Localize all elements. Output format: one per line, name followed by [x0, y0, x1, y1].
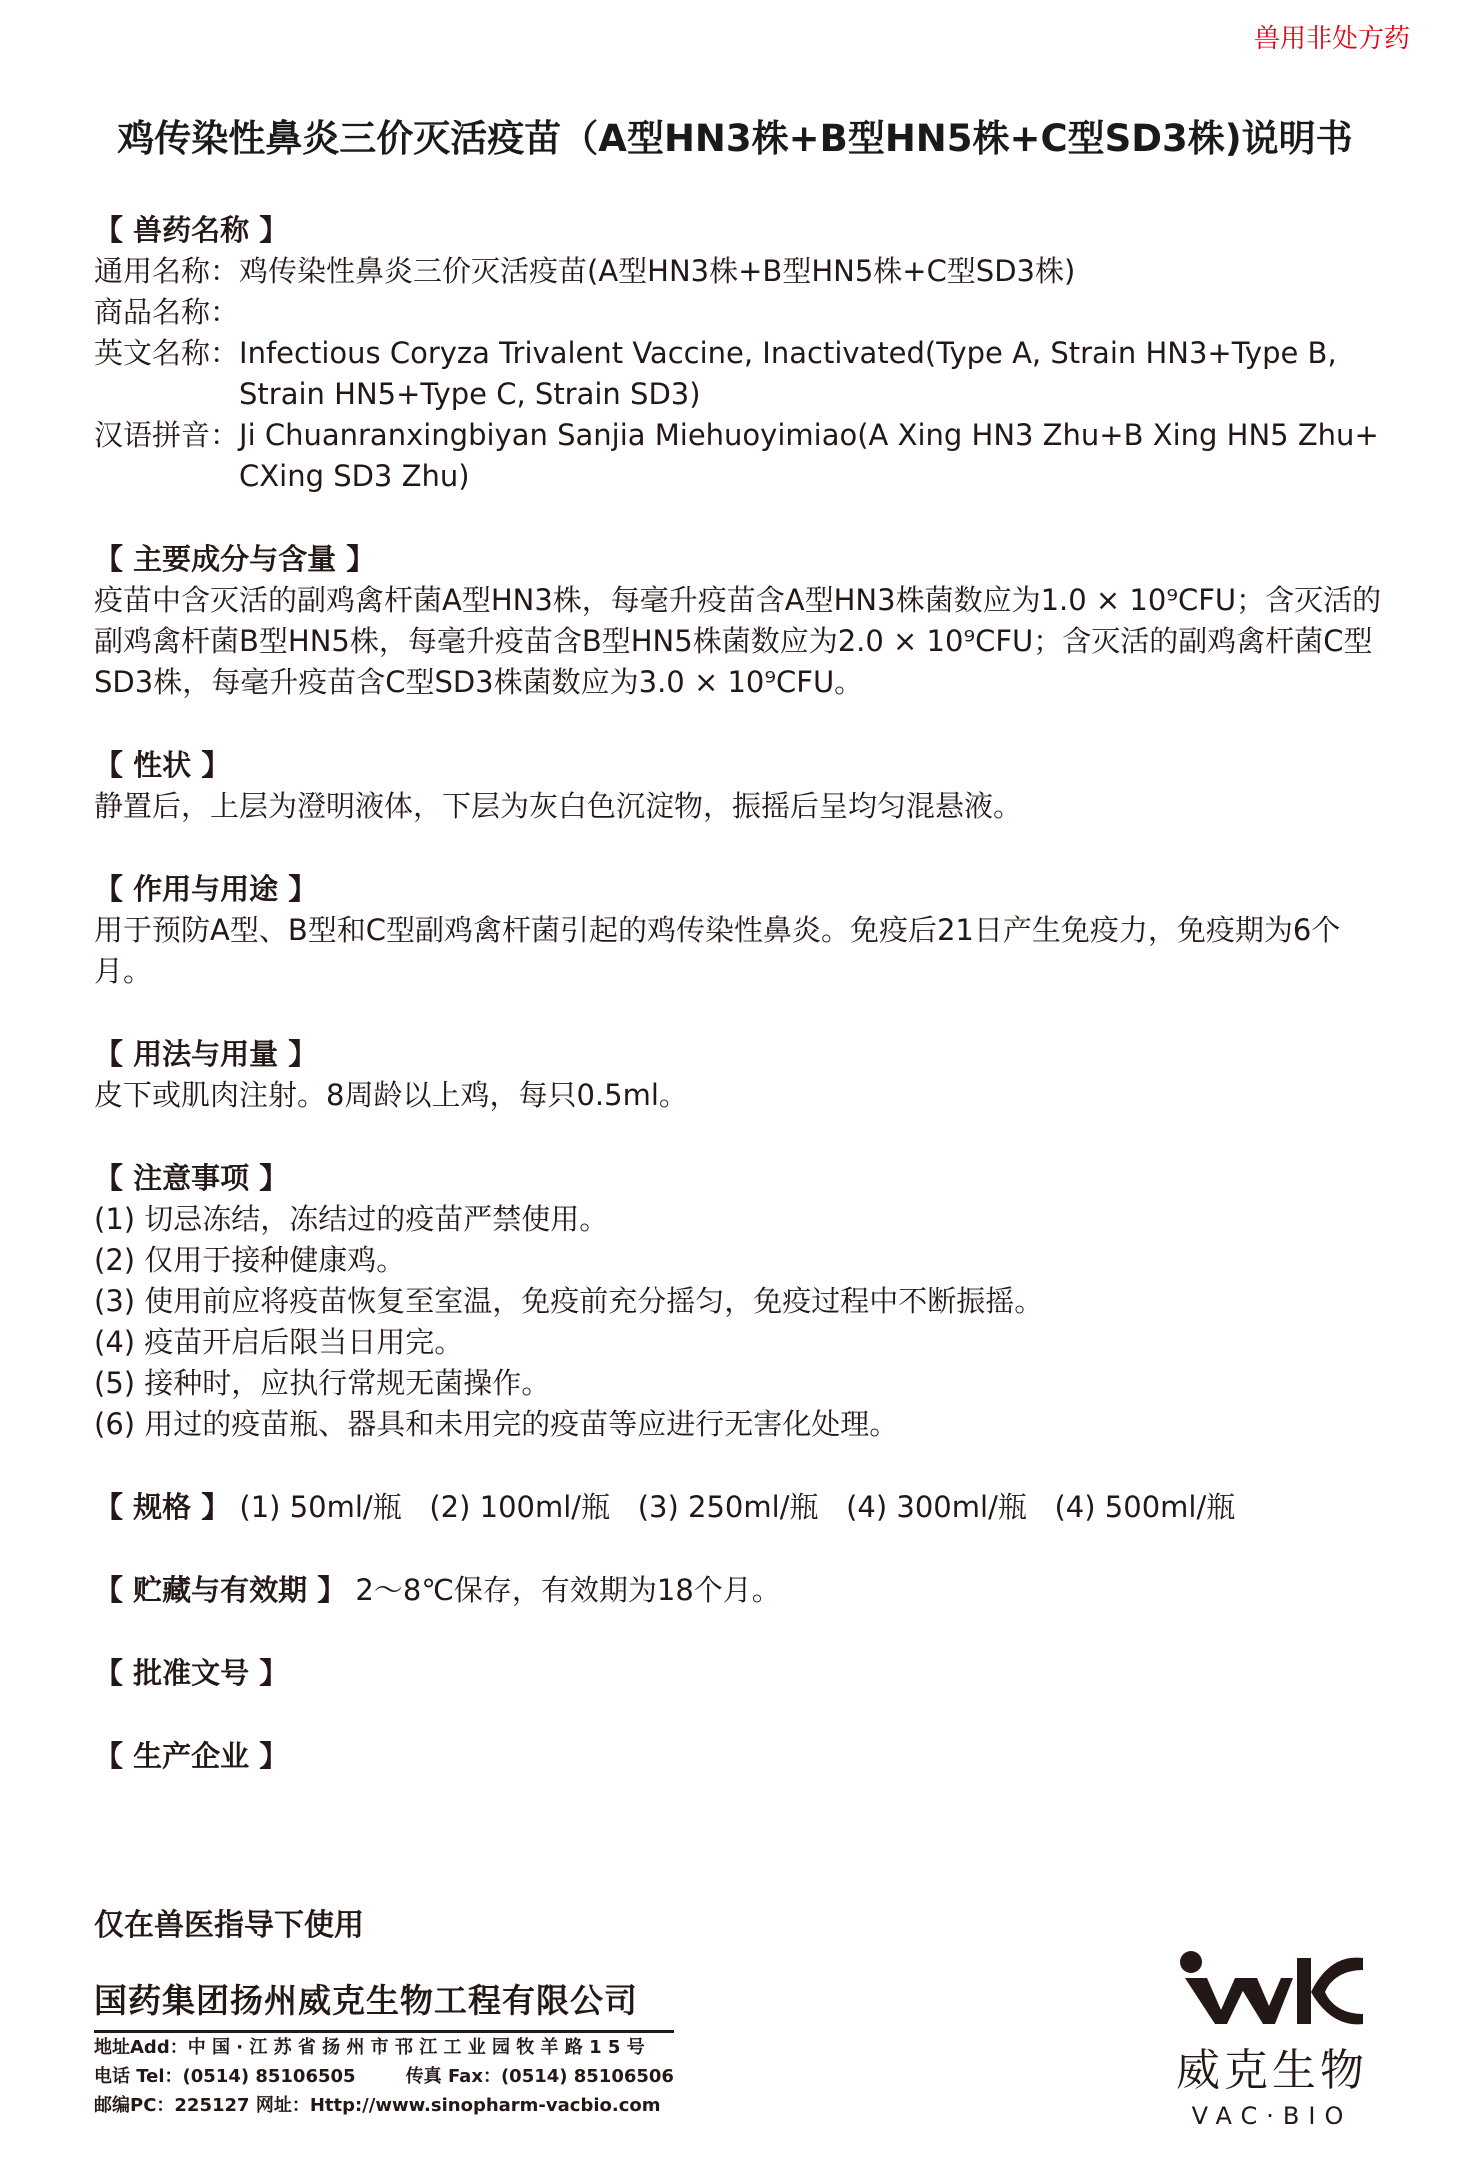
vet-use-note: 仅在兽医指导下使用 — [94, 1908, 364, 1943]
row-trade-name — [94, 292, 1384, 333]
label-english-name: 英文名称： — [94, 336, 240, 370]
heading-appearance: 【 性状 】 — [94, 748, 231, 782]
section-storage — [94, 1570, 1384, 1611]
text-appearance: 静置后，上层为澄明液体，下层为灰白色沉淀物，振摇后呈均匀混悬液。 — [94, 789, 1023, 823]
instructions-body — [94, 210, 1384, 1819]
company-block — [94, 1975, 674, 2120]
heading-dosage: 【 用法与用量 】 — [94, 1037, 318, 1071]
section-indications — [94, 869, 1384, 992]
vacbio-logo-icon — [1177, 1948, 1367, 2028]
logo-chinese-name: 威克生物 — [1176, 2045, 1368, 2096]
heading-manufacturer: 【 生产企业 】 — [94, 1739, 289, 1773]
precaution-item: (2) 仅用于接种健康鸡。 — [94, 1243, 406, 1277]
precaution-item: (4) 疫苗开启后限当日用完。 — [94, 1325, 464, 1359]
brand-logo — [1172, 1948, 1372, 2130]
row-english-name — [94, 333, 1384, 415]
section-precautions — [94, 1158, 1384, 1445]
row-pinyin — [94, 415, 1384, 497]
company-postcode-web: 邮编PC：225127 网址：Http://www.sinopharm-vacbio.com — [94, 2095, 661, 2116]
text-storage: 2～8℃保存，有效期为18个月。 — [355, 1573, 781, 1607]
value-trade-name — [239, 292, 1384, 333]
label-pinyin: 汉语拼音： — [94, 418, 240, 452]
text-indications: 用于预防A型、B型和C型副鸡禽杆菌引起的鸡传染性鼻炎。免疫后21日产生免疫力，免疫期为6个月。 — [94, 913, 1341, 988]
text-dosage: 皮下或肌肉注射。8周龄以上鸡，每只0.5ml。 — [94, 1078, 688, 1112]
text-composition: 疫苗中含灭活的副鸡禽杆菌A型HN3株，每毫升疫苗含A型HN3株菌数应为1.0 × 10⁹CFU；含灭活的副鸡禽杆菌B型HN5株，每毫升疫苗含B型HN5株菌数应为2.0 × 10⁹CFU；含灭活的副鸡禽杆菌C型SD3株，每毫升疫苗含C型SD3株菌数应为3.0 × 10⁹CFU。 — [94, 583, 1382, 699]
document-title: 鸡传染性鼻炎三价灭活疫苗（A型HN3株+B型HN5株+C型SD3株)说明书 — [117, 117, 1353, 160]
spec-line — [94, 1487, 1384, 1528]
section-dosage — [94, 1034, 1384, 1116]
value-english-name: Infectious Coryza Trivalent Vaccine, Inactivated(Type A, Strain HN3+Type B, Strain HN5+Type C, Strain SD3) — [239, 336, 1337, 411]
heading-indications: 【 作用与用途 】 — [94, 872, 318, 906]
value-generic-name: 鸡传染性鼻炎三价灭活疫苗(A型HN3株+B型HN5株+C型SD3株) — [239, 254, 1076, 288]
company-address: 地址Add：中 国 · 江 苏 省 扬 州 市 邗 江 工 业 园 牧 羊 路 1 5 号 — [94, 2037, 645, 2058]
precaution-item: (6) 用过的疫苗瓶、器具和未用完的疫苗等应进行无害化处理。 — [94, 1407, 899, 1441]
storage-line — [94, 1570, 1384, 1611]
row-generic-name — [94, 251, 1384, 292]
heading-composition: 【 主要成分与含量 】 — [94, 542, 376, 576]
precaution-item: (3) 使用前应将疫苗恢复至室温，免疫前充分摇匀，免疫过程中不断振摇。 — [94, 1284, 1044, 1318]
heading-spec: 【 规格 】 — [94, 1490, 231, 1524]
heading-approval: 【 批准文号 】 — [94, 1656, 289, 1690]
section-approval — [94, 1653, 1384, 1694]
section-composition — [94, 539, 1384, 703]
heading-drug-name: 【 兽药名称 】 — [94, 213, 289, 247]
company-name: 国药集团扬州威克生物工程有限公司 — [94, 1975, 674, 2033]
value-pinyin: Ji Chuanranxingbiyan Sanjia Miehuoyimiao(A Xing HN3 Zhu+B Xing HN5 Zhu+ CXing SD3 Zhu) — [239, 418, 1379, 493]
heading-precautions: 【 注意事项 】 — [94, 1161, 289, 1195]
section-manufacturer — [94, 1736, 1384, 1777]
label-generic-name: 通用名称： — [94, 254, 240, 288]
label-trade-name: 商品名称： — [94, 295, 240, 329]
precaution-item: (1) 切忌冻结，冻结过的疫苗严禁使用。 — [94, 1202, 609, 1236]
section-appearance — [94, 745, 1384, 827]
logo-english-name: VAC·BIO — [1191, 2102, 1353, 2130]
company-phone-fax: 电话 Tel：(0514) 85106505 传真 Fax：(0514) 85106506 — [94, 2066, 674, 2087]
section-drug-name — [94, 210, 1384, 497]
otc-label: 兽用非处方药 — [1253, 24, 1410, 54]
section-spec — [94, 1487, 1384, 1528]
precaution-item: (5) 接种时，应执行常规无菌操作。 — [94, 1366, 551, 1400]
heading-storage: 【 贮藏与有效期 】 — [94, 1573, 347, 1607]
text-spec: (1) 50ml/瓶 (2) 100ml/瓶 (3) 250ml/瓶 (4) 300ml/瓶 (4) 500ml/瓶 — [239, 1490, 1236, 1524]
